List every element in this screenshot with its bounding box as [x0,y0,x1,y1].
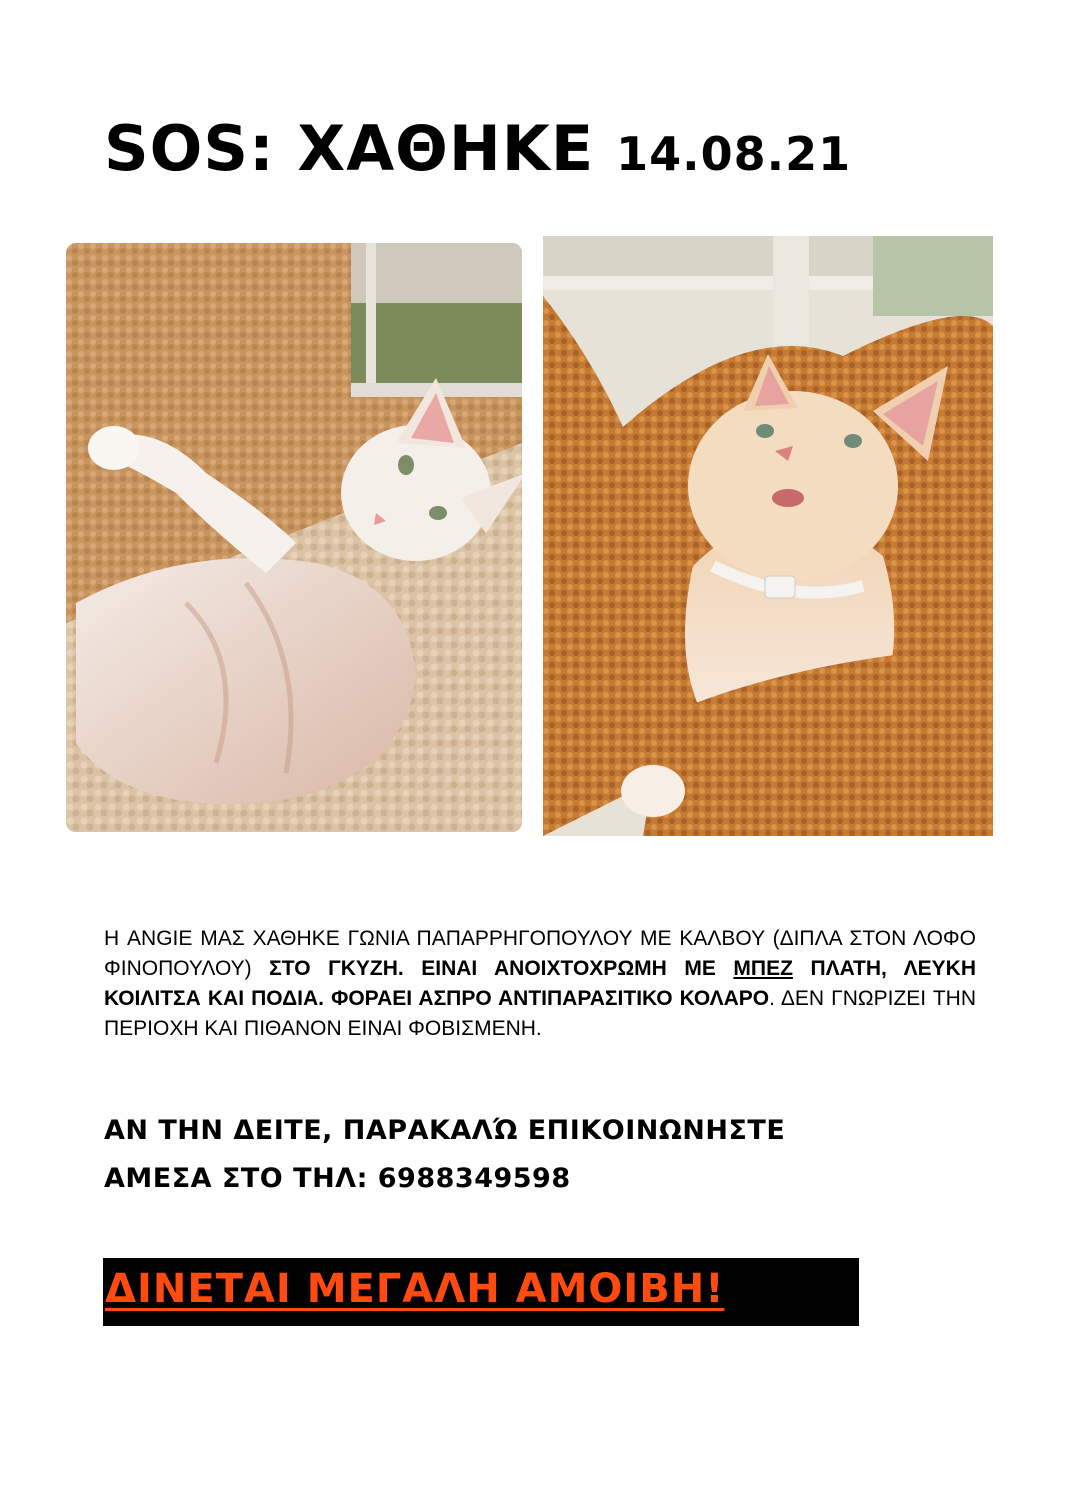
poster-title [104,112,851,185]
description-paragraph [104,924,976,1044]
description-part1: Η ANGIE ΜΑΣ ΧΑΘΗΚΕ ΓΩΝΙΑ ΠΑΠΑΡΡΗΓΟΠΟΥΛΟΥ ΜΕ ΚΑΛΒΟΥ (ΔΙΠΛΑ ΣΤΟΝ ΛΟΦΟ ΦΙΝΟΠΟΥΛΟΥ) [104,927,976,980]
contact-phone-line: ΑΜΕΣΑ ΣΤΟ ΤΗΛ: 6988349598 [104,1163,571,1194]
contact-block [104,1107,984,1203]
title-main: SOS: ΧΑΘΗΚΕ [104,112,595,185]
cat-photo-lying [66,243,522,832]
description-bold2: ΠΛΑΤΗ, ΛΕΥΚΗ ΚΟΙΛΙΤΣΑ ΚΑΙ ΠΟΔΙΑ. ΦΟΡΑΕΙ ΑΣΠΡΟ ΑΝΤΙΠΑΡΑΣΙΤΙΚΟ ΚΟΛΑΡΟ [104,957,976,1010]
description-part2: . ΔΕΝ ΓΝΩΡΙΖΕΙ ΤΗΝ ΠΕΡΙΟΧΗ ΚΑΙ ΠΙΘΑΝΟΝ ΕΙΝΑΙ ΦΟΒΙΣΜΕΝΗ. [104,987,976,1040]
title-date: 14.08.21 [616,127,852,181]
reward-banner [103,1258,859,1326]
description-underline: ΜΠΕΖ [733,957,793,980]
cat-photo-hammock [543,236,993,836]
contact-line-1: ΑΝ ΤΗΝ ΔΕΙΤΕ, ΠΑΡΑΚΑΛΏ ΕΠΙΚΟΙΝΩΝΗΣΤΕ [104,1115,786,1146]
description-bold1: ΣΤΟ ΓΚΥΖΗ. ΕΙΝΑΙ ΑΝΟΙΧΤΟΧΡΩΜΗ ΜΕ [269,957,734,980]
reward-text: ΔΙΝΕΤΑΙ ΜΕΓΑΛΗ ΑΜΟΙΒΗ! [105,1266,725,1312]
